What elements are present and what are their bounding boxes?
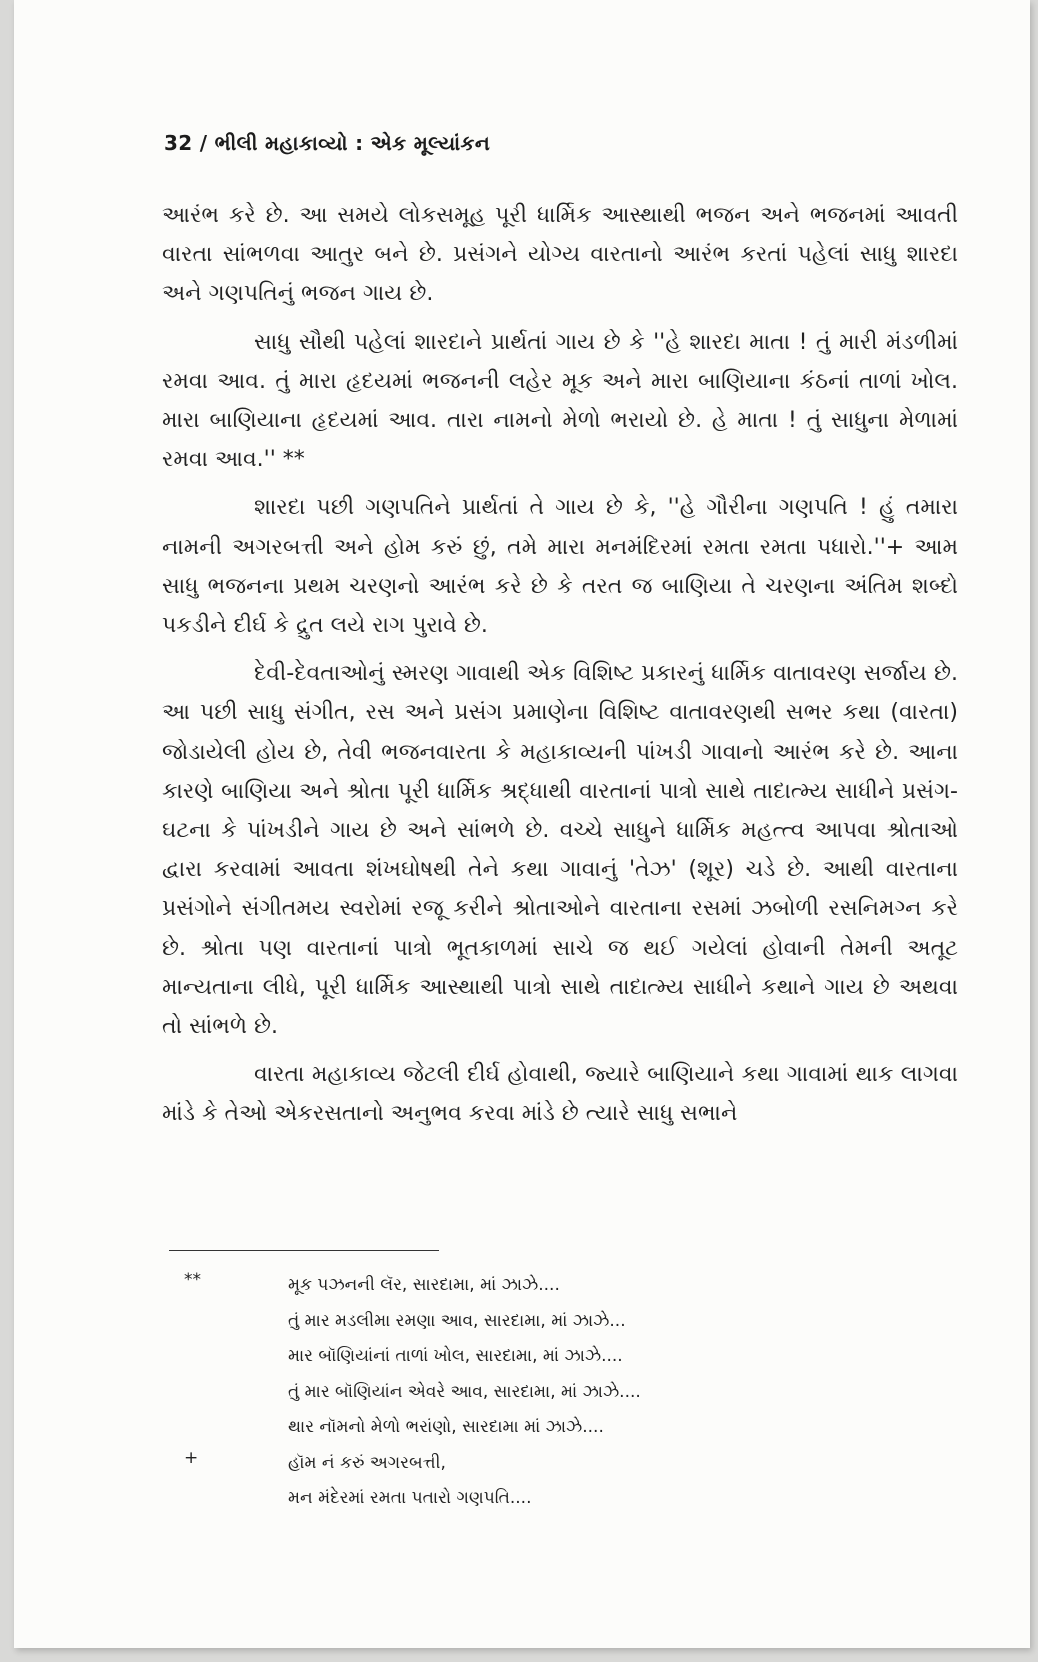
verse-line: મૂક પઝનની લૅર, સારદામા, માં ઝાઝે....	[288, 1275, 560, 1295]
verse-line: મન મંદેરમાં રમતા પતારો ગણપતિ....	[288, 1488, 532, 1508]
verse-line: માર બૉણિયાંનાં તાળાં ખોલ, સારદામા, માં ઝાઝે....	[288, 1346, 623, 1366]
footnote-verse	[288, 1268, 884, 1446]
header-separator: /	[192, 131, 215, 155]
footnote-1	[184, 1268, 884, 1446]
footnote-marker: +	[184, 1447, 199, 1468]
verse-line: તું માર મડલીમા રમણા આવ, સારદામા, માં ઝાઝે...	[288, 1310, 626, 1331]
book-page	[14, 0, 1030, 1648]
paragraph: દેવી-દેવતાઓનું સ્મરણ ગાવાથી એક વિશિષ્ટ પ્રકારનું ધાર્મિક વાતાવરણ સર્જાય છે. આ પછી સાધુ સંગીત, રસ અને પ્રસંગ પ્રમાણેના વિશિષ્ટ વાતાવરણથી સભર કથા (વારતા) જોડાયેલી હોય છે, તેવી ભજનવારતા કે મહાકાવ્યની પાંખડી ગાવાનો આરંભ કરે છે. આના કારણે બાણિયા અને શ્રોતા પૂરી ધાર્મિક શ્રદ્ધાથી વારતાનાં પાત્રો સાથે તાદાત્મ્ય સાધીને પ્રસંગ-ઘટના કે પાંખડીને ગાય છે અને સાંભળે છે. વચ્ચે સાધુને ધાર્મિક મહત્ત્વ આપવા શ્રોતાઓ દ્વારા કરવામાં આવતા શંખઘોષથી તેને કથા ગાવાનું 'તેઝ' (શૂર) ચડે છે. આથી વારતાના પ્રસંગોને સંગીતમય સ્વરોમાં રજૂ કરીને શ્રોતાઓને વારતાના રસમાં ઝબોળી રસનિમગ્ન કરે છે. શ્રોતા પણ વારતાનાં પાત્રો ભૂતકાળમાં સાચે જ થઈ ગયેલાં હોવાની તેમની અતૂટ માન્યતાના લીધે, પૂરી ધાર્મિક આસ્થાથી પાત્રો સાથે તાદાત્મ્ય સાધીને કથાને ગાય છે અથવા તો સાંભળે છે.	[162, 661, 958, 1040]
footnote-verse	[288, 1446, 884, 1517]
footnote-2	[184, 1446, 884, 1517]
book-title: ભીલી મહાકાવ્યો : એક મૂલ્યાંકન	[214, 131, 491, 155]
paragraph: વારતા મહાકાવ્ય જેટલી દીર્ઘ હોવાથી, જ્યારે બાણિયાને કથા ગાવામાં થાક લાગવા માંડે કે તેઓ એકરસતાનો અનુભવ કરવા માંડે છે ત્યારે સાધુ સભાને	[162, 1062, 958, 1127]
page-number: 32	[164, 131, 193, 155]
paragraph-continued: આરંભ કરે છે. આ સમયે લોકસમૂહ પૂરી ધાર્મિક આસ્થાથી ભજન અને ભજનમાં આવતી વારતા સાંભળવા આતુર બને છે. પ્રસંગને યોગ્ય વારતાનો આરંભ કરતાં પહેલાં સાધુ શારદા અને ગણપતિનું ભજન ગાય છે.	[162, 203, 958, 307]
verse-line: હૉમ નં કરું અગરબત્તી,	[288, 1452, 446, 1473]
main-text	[162, 196, 958, 1143]
paragraph: સાધુ સૌથી પહેલાં શારદાને પ્રાર્થતાં ગાય છે કે ''હે શારદા માતા ! તું મારી મંડળીમાં રમવા આવ. તું મારા હૃદયમાં ભજનની લહેર મૂક અને મારા બાણિયાના કંઠનાં તાળાં ખોલ. મારા બાણિયાના હૃદયમાં આવ. તારા નામનો મેળો ભરાયો છે. હે માતા ! તું સાધુના મેળામાં રમવા આવ.'' **	[162, 329, 958, 473]
verse-line: તું માર બૉણિયાંન એવરે આવ, સારદામા, માં ઝાઝે....	[288, 1381, 641, 1402]
footnote-divider	[169, 1250, 439, 1251]
paragraph: શારદા પછી ગણપતિને પ્રાર્થતાં તે ગાય છે કે, ''હે ગૌરીના ગણપતિ ! હું તમારા નામની અગરબત્તી અને હોમ કરું છું, તમે મારા મનમંદિરમાં રમતા રમતા પધારો.''+ આમ સાધુ ભજનના પ્રથમ ચરણનો આરંભ કરે છે કે તરત જ બાણિયા તે ચરણના અંતિમ શબ્દો પકડીને દીર્ઘ કે દ્રુત લયે રાગ પુરાવે છે.	[162, 495, 958, 639]
running-header	[164, 131, 490, 155]
verse-line: થાર નૉમનો મેળો ભરાંણો, સારદામા માં ઝાઝે....	[288, 1417, 604, 1437]
footnote-marker: **	[184, 1270, 201, 1290]
footnotes	[184, 1268, 884, 1517]
